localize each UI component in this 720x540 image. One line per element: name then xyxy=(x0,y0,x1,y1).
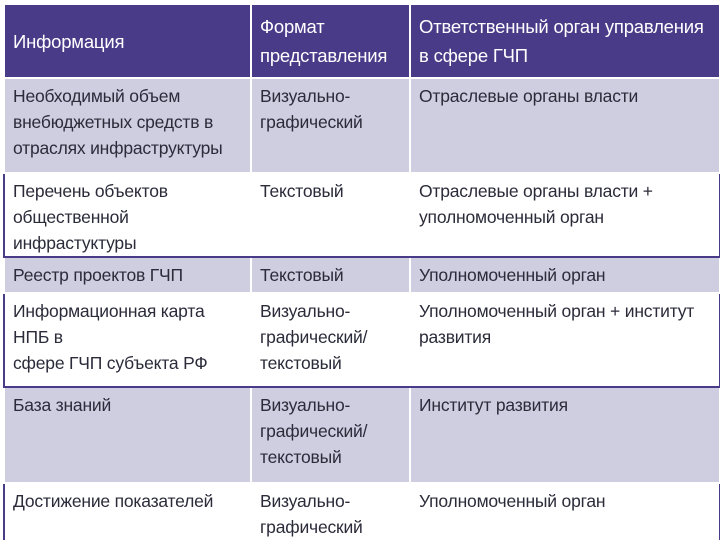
cell-information: Достижение показателей xyxy=(4,483,251,540)
cell-format: Визуально- графический xyxy=(251,78,410,173)
header-information: Информация xyxy=(4,4,251,78)
cell-information: Информационная карта НПБ в сфере ГЧП субъекта РФ xyxy=(4,293,251,387)
table-row xyxy=(4,173,720,257)
table-row xyxy=(4,78,720,173)
table-header xyxy=(4,4,720,78)
cell-responsible-body: Уполномоченный орган + институт развития xyxy=(410,293,720,387)
cell-format: Визуально- графический xyxy=(251,483,410,540)
header-row xyxy=(4,4,720,78)
cell-responsible-body: Отраслевые органы власти + уполномоченный орган xyxy=(410,173,720,257)
cell-information: Перечень объектов общественной инфрастуктуры xyxy=(4,173,251,257)
information-table xyxy=(3,3,720,540)
header-responsible-body: Ответственный орган управления в сфере ГЧП xyxy=(410,4,720,78)
table-row xyxy=(4,483,720,540)
cell-information: Необходимый объем внебюджетных средств в отраслях инфраструктуры xyxy=(4,78,251,173)
cell-information: База знаний xyxy=(4,387,251,483)
cell-format: Визуально- графический/ текстовый xyxy=(251,387,410,483)
header-format: Формат представления xyxy=(251,4,410,78)
cell-format: Визуально- графический/ текстовый xyxy=(251,293,410,387)
cell-information: Реестр проектов ГЧП xyxy=(4,257,251,293)
cell-format: Текстовый xyxy=(251,257,410,293)
cell-responsible-body: Отраслевые органы власти xyxy=(410,78,720,173)
table-row xyxy=(4,293,720,387)
table-row xyxy=(4,257,720,293)
cell-responsible-body: Уполномоченный орган xyxy=(410,257,720,293)
cell-format: Текстовый xyxy=(251,173,410,257)
table-body xyxy=(4,78,720,540)
cell-responsible-body: Уполномоченный орган xyxy=(410,483,720,540)
table-row xyxy=(4,387,720,483)
cell-responsible-body: Институт развития xyxy=(410,387,720,483)
